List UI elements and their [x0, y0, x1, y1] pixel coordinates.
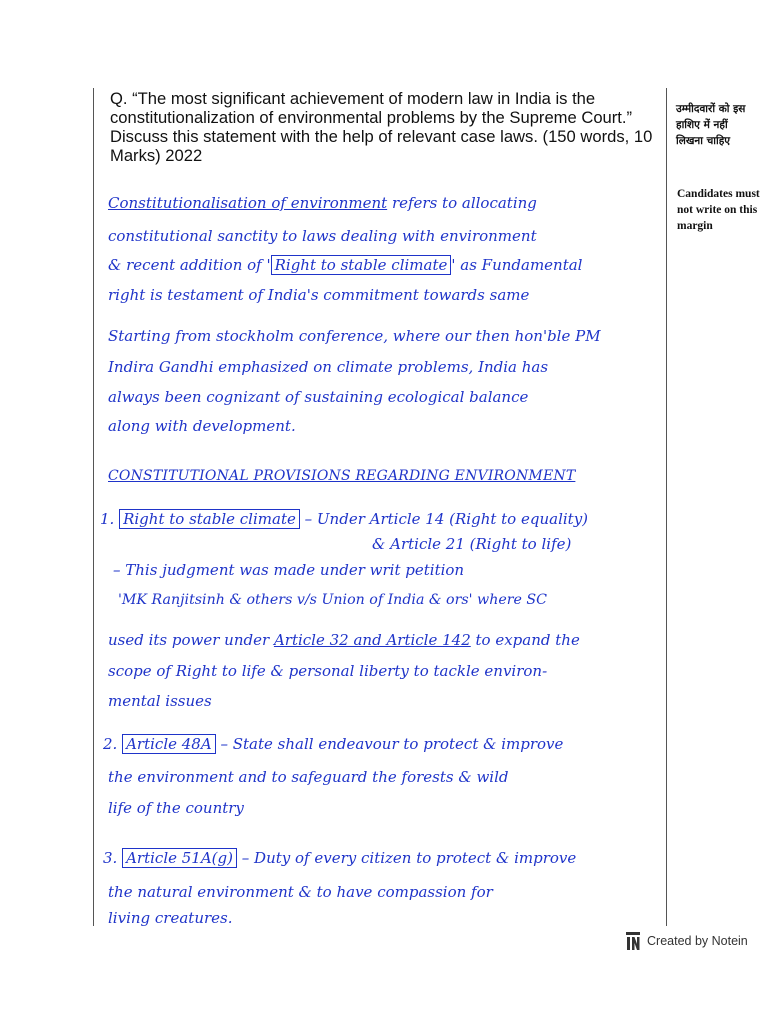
item-3-line-2: the natural environment & to have compassion for [108, 883, 493, 901]
question-text: Q. “The most significant achievement of modern law in India is the constitutionalization of environmental problems by the Supreme Court.” Discuss this statement with the help of relevant case laws. (150 words, 10 Marks) 2022 [110, 89, 653, 165]
item-3-desc: – Duty of every citizen to protect & improve [241, 849, 577, 867]
intro-line-3-c: ' as Fundamental [451, 256, 583, 274]
item-1-line-5 [108, 631, 580, 649]
item-3-number: 3. [103, 849, 118, 867]
intro-line-3 [108, 256, 582, 274]
item-1-line-4: 'MK Ranjitsinh & others v/s Union of India & ors' where SC [118, 592, 547, 608]
intro-line-1-rest: refers to allocating [387, 194, 537, 212]
item-2-desc: – State shall endeavour to protect & improve [220, 735, 564, 753]
item-2-boxed-title: Article 48A [122, 734, 216, 754]
item-3-line-1 [103, 849, 576, 867]
para2-line-1: Starting from stockholm conference, where our then hon'ble PM [108, 327, 601, 345]
para2-line-2: Indira Gandhi emphasized on climate problems, India has [108, 358, 549, 376]
para2-line-3: always been cognizant of sustaining ecological balance [108, 388, 529, 406]
item-1-line-5-c: to expand the [470, 631, 580, 649]
intro-term: Constitutionalisation of environment [108, 194, 388, 212]
item-2-number: 2. [103, 735, 118, 753]
item-1-line-5-a: used its power under [108, 631, 274, 649]
section-heading: CONSTITUTIONAL PROVISIONS REGARDING ENVIRONMENT [108, 468, 576, 484]
item-2-line-1 [103, 735, 563, 753]
left-margin-line [93, 88, 94, 926]
item-1-line-1 [100, 510, 588, 528]
item-1-line-7: mental issues [108, 692, 212, 710]
item-1-desc: – Under Article 14 (Right to equality) [304, 510, 589, 528]
right-to-stable-climate-box: Right to stable climate [271, 255, 452, 275]
item-1-line-6: scope of Right to life & personal liberty to tackle environ- [108, 662, 548, 680]
margin-note-hindi: उम्मीदवारों को इस हाशिए में नहीं लिखना चाहिए [676, 103, 746, 147]
item-1-articles: Article 32 and Article 142 [273, 631, 471, 649]
intro-line-1 [108, 194, 537, 212]
item-1-line-3: – This judgment was made under writ petition [113, 561, 465, 579]
footer-credit: Created by Notein [647, 934, 748, 948]
item-2-line-3: life of the country [108, 799, 244, 817]
intro-line-3-a: & recent addition of ' [108, 256, 271, 274]
para2-line-4: along with development. [108, 417, 296, 435]
right-margin-line [666, 88, 667, 926]
notein-logo-icon [626, 932, 640, 950]
item-2-line-2: the environment and to safeguard the forests & wild [108, 768, 509, 786]
intro-line-2: constitutional sanctity to laws dealing with environment [108, 227, 537, 245]
item-3-line-3: living creatures. [108, 909, 233, 927]
intro-line-4: right is testament of India's commitment towards same [108, 286, 530, 304]
margin-note-english: Candidates must not write on this margin [677, 188, 760, 232]
item-1-number: 1. [100, 510, 115, 528]
item-3-boxed-title: Article 51A(g) [122, 848, 237, 868]
item-1-boxed-title: Right to stable climate [119, 509, 300, 529]
item-1-line-2: & Article 21 (Right to life) [372, 535, 572, 553]
